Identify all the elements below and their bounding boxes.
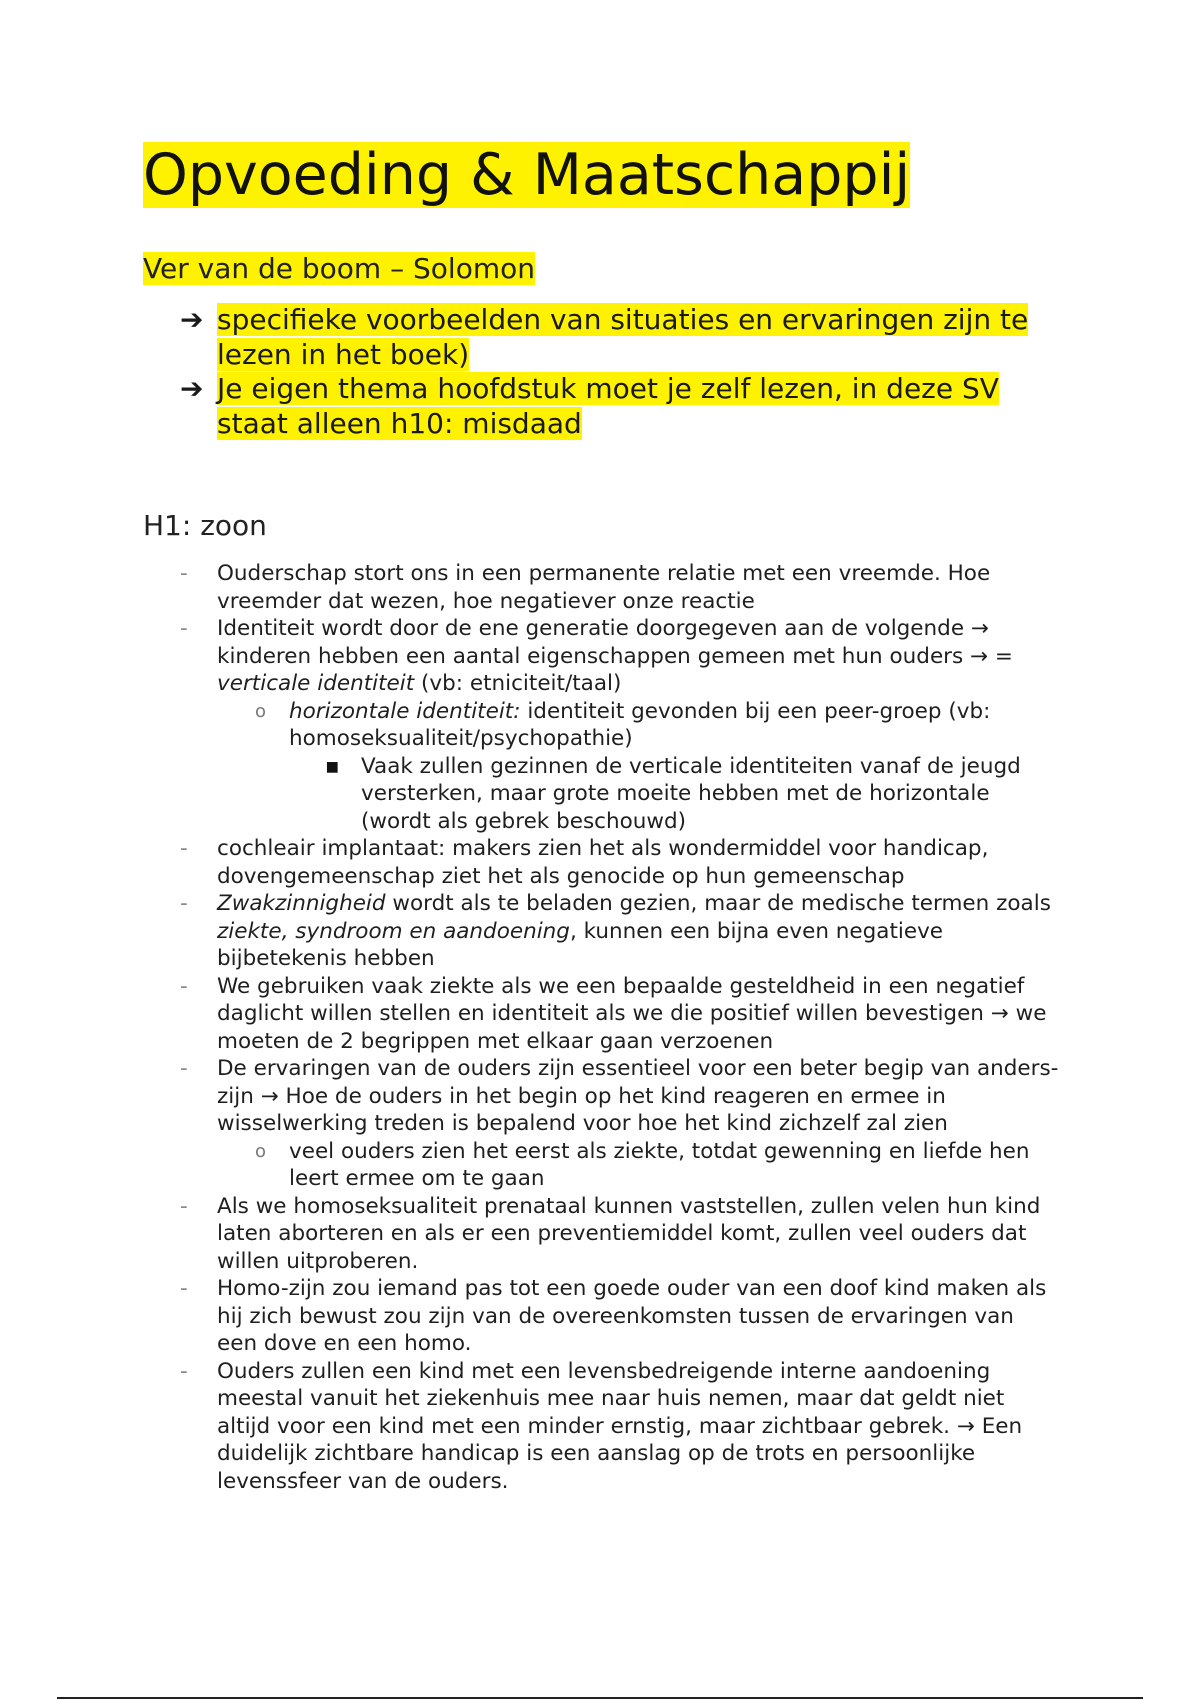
chapter-heading: H1: zoon: [143, 509, 267, 542]
circle-bullet-icon: o: [255, 700, 267, 722]
list-item-italic: verticale identiteit: [217, 671, 415, 696]
dash-bullet-icon: -: [180, 973, 188, 999]
list-item-text: , kunnen een bijna even negatieve bijbetekenis hebben: [217, 918, 944, 971]
dash-bullet-icon: -: [180, 561, 188, 586]
list-item: [180, 560, 1060, 615]
dash-bullet-icon: -: [180, 836, 188, 861]
list-item: [180, 1275, 1060, 1358]
circle-bullet-icon: o: [255, 1140, 267, 1162]
list-item-text: (vb: etniciteit/taal): [421, 671, 622, 696]
list-item-text: Als we homoseksualiteit prenataal kunnen vaststellen, zullen velen hun kind laten aborteren en als er een preventiemiddel komt, zullen veel ouders dat willen uitproberen.: [217, 1193, 1041, 1274]
dash-bullet-icon: -: [180, 616, 188, 641]
list-item: [180, 1358, 1060, 1496]
intro-note: [180, 303, 1060, 372]
list-item: [180, 1193, 1060, 1276]
list-item-italic: ziekte, syndroom en aandoening: [217, 918, 570, 944]
intro-note-text: specifieke voorbeelden van situaties en ervaringen zijn te lezen in het boek): [217, 303, 1029, 371]
list-item-text: De ervaringen van de ouders zijn essentieel voor een beter begip van anders-zijn → Hoe de ouders in het begin op het kind reageren en ermee in wisselwerking treden is bepalend voor hoe het kind zichzelf zal zien: [217, 1056, 1059, 1136]
list-item: [180, 1055, 1060, 1193]
section-subtitle: [143, 251, 535, 287]
intro-notes: [180, 303, 1060, 441]
subtitle-text: Ver van de boom – Solomon: [143, 252, 535, 285]
dash-bullet-icon: -: [180, 1276, 188, 1301]
list-item: [180, 973, 1060, 1056]
list-item-text: identiteit gevonden bij een peer-groep (vb: homoseksualiteit/psychopathie): [289, 698, 991, 751]
list-item-text: Homo-zijn zou iemand pas tot een goede ouder van een doof kind maken als hij zich bewust zou zijn van de overeenkomsten tussen de ervaringen van een dove en een homo.: [217, 1276, 1047, 1356]
square-bullet-icon: ▪: [325, 753, 340, 779]
list-item-text: wordt als te beladen gezien, maar de medische termen zoals: [392, 891, 1051, 916]
chapter-bullets: [180, 560, 1060, 1495]
sub-sub-list-item: [325, 753, 1060, 836]
sub-list: [217, 698, 1060, 836]
intro-note: [180, 372, 1060, 441]
list-item-text: Ouders zullen een kind met een levensbedreigende interne aandoening meestal vanuit het ziekenhuis mee naar huis nemen, maar dat geldt niet altijd voor een kind met een minder ernstig, maar zichtbaar gebrek. → Een duidelijk zichtbare handicap is een aanslag op de trots en persoonlijke levenssfeer van de ouders.: [217, 1358, 1023, 1494]
list-item-text: veel ouders zien het eerst als ziekte, totdat gewenning en liefde hen leert ermee om te gaan: [289, 1138, 1030, 1191]
list-item-text: Ouderschap stort ons in een permanente relatie met een vreemde. Hoe vreemder dat wezen, hoe negatiever onze reactie: [217, 561, 991, 614]
sub-list-item: [255, 698, 1060, 836]
arrow-right-icon: ➔: [180, 372, 204, 405]
list-item-text: Identiteit wordt door de ene generatie doorgegeven aan de volgende → kinderen hebben een aantal eigenschappen gemeen met hun ouders → =: [217, 616, 1013, 669]
list-item: [180, 615, 1060, 835]
list-item-text: We gebruiken vaak ziekte als we een bepaalde gesteldheid in een negatief daglicht willen stellen en identiteit als we die positief willen bevestigen → we moeten de 2 begrippen met elkaar gaan verzoenen: [217, 973, 1047, 1054]
dash-bullet-icon: -: [180, 1358, 188, 1384]
arrow-right-icon: ➔: [180, 303, 204, 336]
list-item-italic: horizontale identiteit:: [289, 698, 521, 724]
dash-bullet-icon: -: [180, 891, 188, 916]
document-title: [143, 140, 910, 210]
sub-sub-list: [289, 753, 1060, 836]
intro-note-text: Je eigen thema hoofdstuk moet je zelf lezen, in deze SV staat alleen h10: misdaad: [217, 372, 999, 440]
dash-bullet-icon: -: [180, 1056, 188, 1081]
sub-list-item: [255, 1138, 1060, 1193]
title-text: Opvoeding & Maatschappij: [143, 142, 911, 208]
dash-bullet-icon: -: [180, 1193, 188, 1219]
list-item: [180, 890, 1060, 973]
list-item-text: cochleair implantaat: makers zien het als wondermiddel voor handicap, dovengemeenschap ziet het als genocide op hun gemeenschap: [217, 836, 989, 889]
list-item-text: Vaak zullen gezinnen de verticale identiteiten vanaf de jeugd versterken, maar grote moeite hebben met de horizontale (wordt als gebrek beschouwd): [361, 753, 1021, 834]
list-item: [180, 835, 1060, 890]
sub-list: [217, 1138, 1060, 1193]
footer-rule: [57, 1697, 1143, 1699]
list-item-italic: Zwakzinnigheid: [217, 891, 386, 916]
